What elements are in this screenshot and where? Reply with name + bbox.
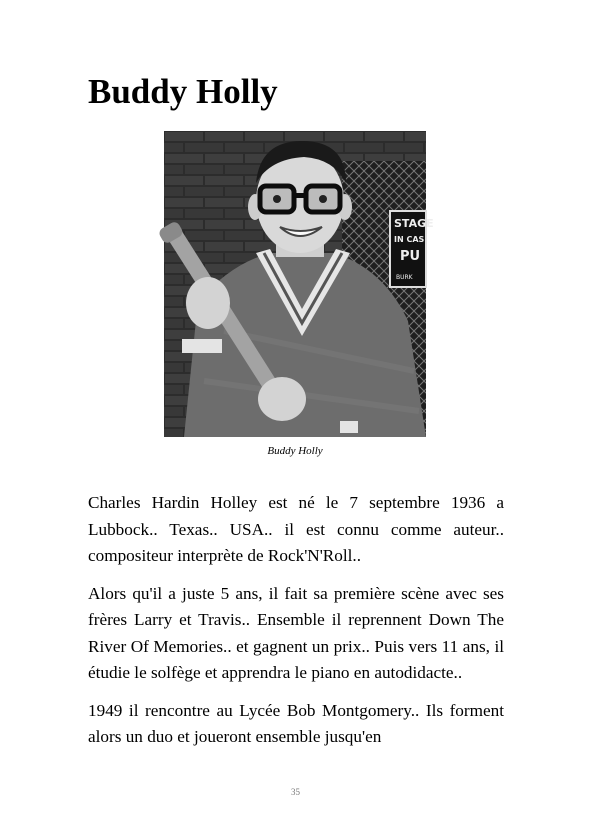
- page-title: Buddy Holly: [88, 72, 278, 111]
- portrait-illustration: [164, 131, 434, 437]
- paragraph: 1949 il rencontre au Lycée Bob Montgomery.. Ils forment alors un duo et joueront ensemble jusqu'en: [88, 700, 504, 746]
- paragraph: Charles Hardin Holley est né le 7 septembre 1936 a Lubbock.. Texas.. USA.. il est connu comme auteur.. compositeur interprète de Rock'N'Roll..: [88, 493, 504, 565]
- paragraph: Alors qu'il a juste 5 ans, il fait sa première scène avec ses frères Larry et Travis.. Ensemble il reprennent Down The River Of Memories.. et gagnent un prix.. Puis vers 11 ans, il étudie le solfège et apprendra le piano en autodidacte..: [88, 583, 504, 682]
- sign-line-4: BURK: [396, 274, 413, 281]
- sign-line-2: IN CAS: [394, 235, 425, 244]
- sign-line-3: PU: [400, 249, 421, 264]
- article-body: [88, 490, 504, 762]
- photo-caption: Buddy Holly: [267, 445, 323, 457]
- page-number: 35: [291, 787, 300, 797]
- portrait-photo: [164, 131, 434, 437]
- sign-line-1: STAGE: [394, 217, 434, 230]
